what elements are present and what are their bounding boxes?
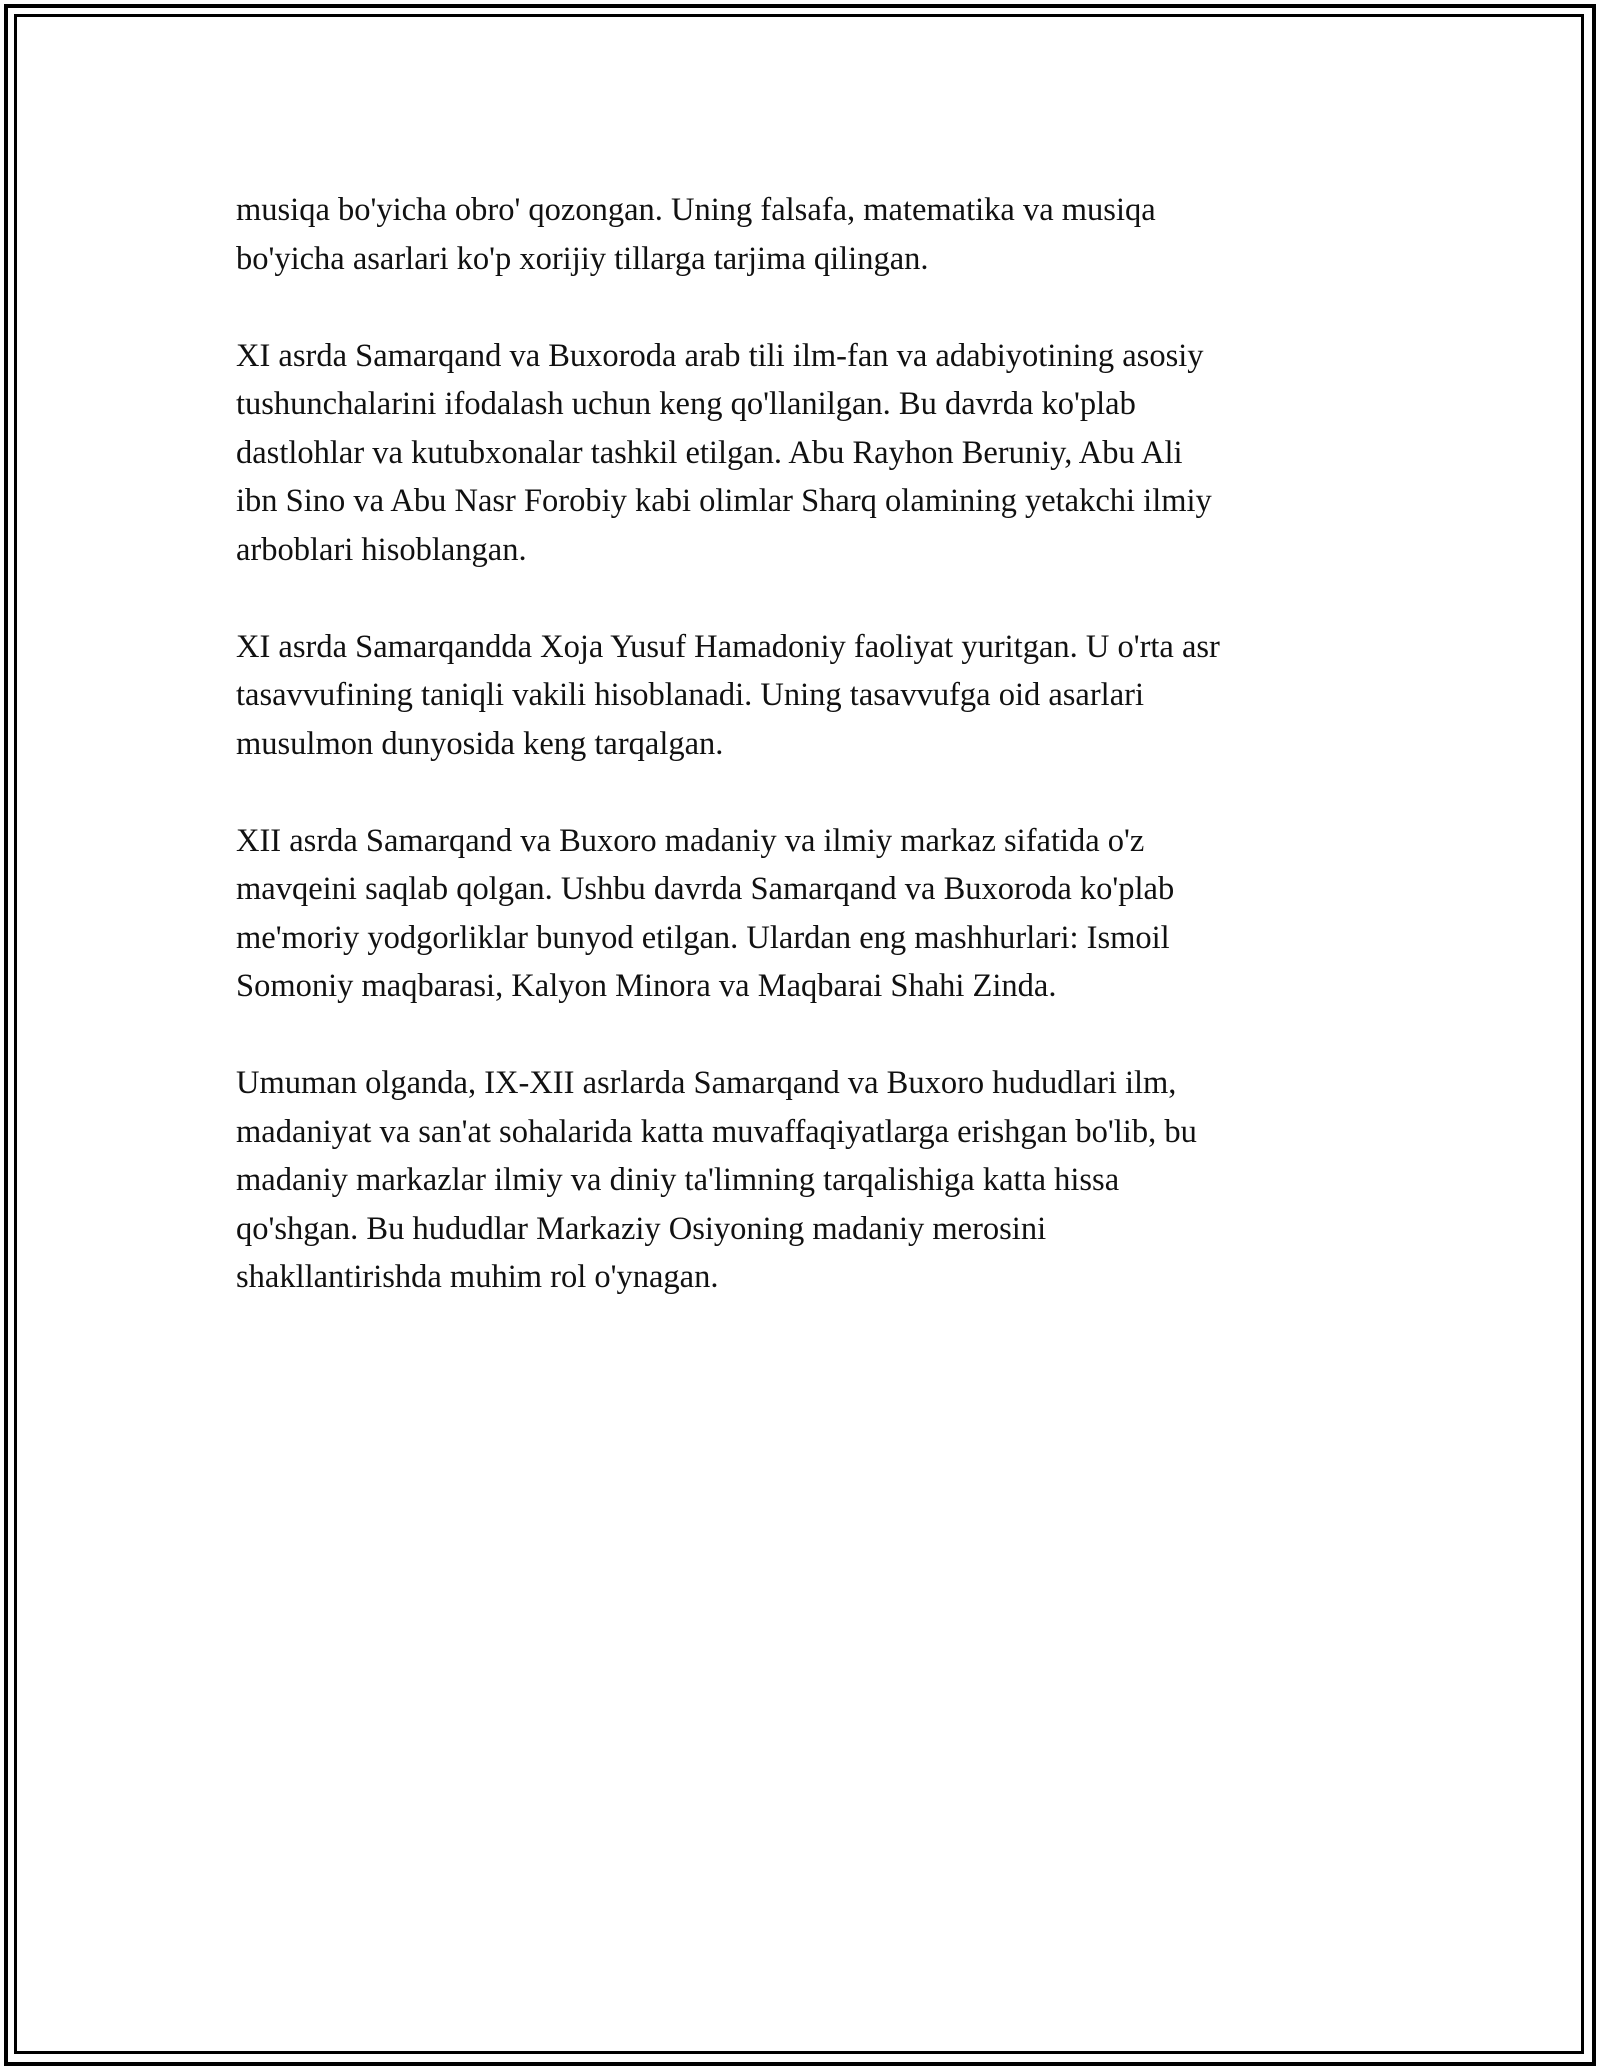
paragraph-4: XII asrda Samarqand va Buxoro madaniy va ilmiy markaz sifatida o'z mavqeini saqlab qolgan. Ushbu davrda Samarqand va Buxoroda ko'plab me'moriy yodgorliklar bunyod etilgan. Ulardan eng mashhurlari: Ismoil Somoniy maqbarasi, Kalyon Minora va Maqbarai Shahi Zinda. bbox=[236, 822, 1175, 1004]
paragraph-1: musiqa bo'yicha obro' qozongan. Uning falsafa, matematika va musiqa bo'yicha asarlari ko'p xorijiy tillarga tarjima qilingan. bbox=[236, 192, 1156, 277]
paragraph-3: XI asrda Samarqandda Xoja Yusuf Hamadoniy faoliyat yuritgan. U o'rta asr tasavvufining taniqli vakili hisoblanadi. Uning tasavvufga oid asarlari musulmon dunyosida keng tarqalgan. bbox=[236, 628, 1220, 762]
paragraph-2: XI asrda Samarqand va Buxoroda arab tili ilm-fan va adabiyotining asosiy tushunchalarini ifodalash uchun keng qo'llanilgan. Bu davrda ko'plab dastlohlar va kutubxonalar tashkil etilgan. Abu Rayhon Beruniy, Abu Ali ibn Sino va Abu Nasr Forobiy kabi olimlar Sharq olamining yetakchi ilmiy arboblari hisoblangan. bbox=[236, 337, 1212, 568]
document-body bbox=[236, 186, 1386, 1350]
paragraph-5: Umuman olganda, IX-XII asrlarda Samarqand va Buxoro hududlari ilm, madaniyat va san'at sohalarida katta muvaffaqiyatlarga erishgan bo'lib, bu madaniy markazlar ilmiy va diniy ta'limning tarqalishiga katta hissa qo'shgan. Bu hududlar Markaziy Osiyoning madaniy merosini shakllantirishda muhim rol o'ynagan. bbox=[236, 1065, 1197, 1295]
